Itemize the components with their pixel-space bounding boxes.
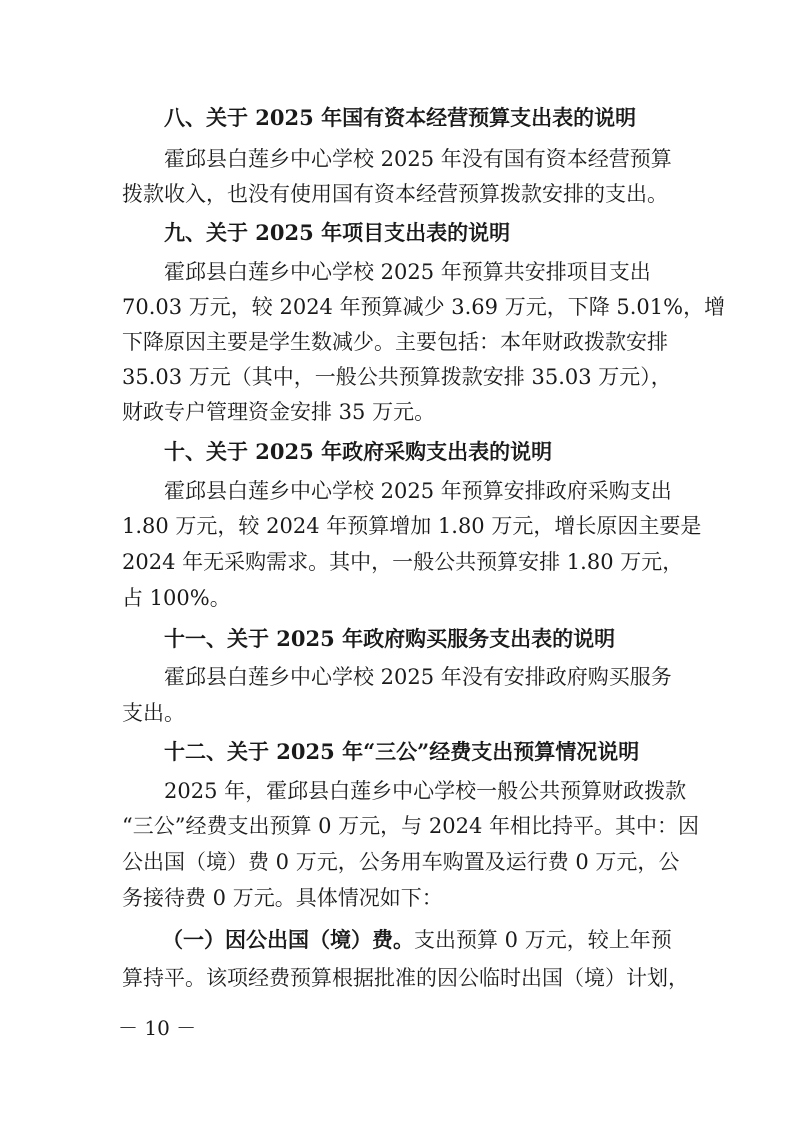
section-10-line-2: 1.80 万元，较 2024 年预算增加 1.80 万元，增长原因主要是 <box>122 514 702 538</box>
section-12-line-4: 务接待费 0 万元。具体情况如下： <box>122 886 443 910</box>
section-9-line-3: 下降原因主要是学生数减少。主要包括：本年财政拨款安排 <box>122 330 668 354</box>
section-9-line-1: 霍邱县白莲乡中心学校 2025 年预算共安排项目支出 <box>164 260 651 284</box>
subsection-1-title: （一）因公出国（境）费。 <box>162 927 414 952</box>
section-9-heading: 九、关于 2025 年项目支出表的说明 <box>164 220 511 245</box>
section-10-line-1: 霍邱县白莲乡中心学校 2025 年预算安排政府采购支出 <box>164 479 672 503</box>
section-12-heading: 十二、关于 2025 年“三公”经费支出预算情况说明 <box>164 739 640 764</box>
section-8-heading: 八、关于 2025 年国有资本经营预算支出表的说明 <box>164 105 637 130</box>
section-9-line-2: 70.03 万元，较 2024 年预算减少 3.69 万元，下降 5.01%，增 <box>122 295 726 319</box>
subsection-1-line-1 <box>162 926 672 954</box>
page-number: － 10 － <box>118 1016 197 1040</box>
section-11-heading: 十一、关于 2025 年政府购买服务支出表的说明 <box>164 626 616 651</box>
subsection-1-text: 支出预算 0 万元，较上年预 <box>414 928 672 952</box>
section-12-line-2: “三公”经费支出预算 0 万元，与 2024 年相比持平。其中：因 <box>122 814 699 838</box>
section-8-line-2: 拨款收入，也没有使用国有资本经营预算拨款安排的支出。 <box>122 182 668 206</box>
section-9-line-4: 35.03 万元（其中，一般公共预算拨款安排 35.03 万元）， <box>122 365 672 389</box>
section-10-line-3: 2024 年无采购需求。其中，一般公共预算安排 1.80 万元， <box>122 550 684 574</box>
section-10-heading: 十、关于 2025 年政府采购支出表的说明 <box>164 439 553 464</box>
section-8-line-1: 霍邱县白莲乡中心学校 2025 年没有国有资本经营预算 <box>164 147 672 171</box>
subsection-1-line-2: 算持平。该项经费预算根据批准的因公临时出国（境）计划， <box>122 966 689 990</box>
section-11-line-2: 支出。 <box>122 701 185 725</box>
section-9-line-5: 财政专户管理资金安排 35 万元。 <box>122 400 436 424</box>
section-12-line-3: 公出国（境）费 0 万元，公务用车购置及运行费 0 万元，公 <box>122 850 680 874</box>
section-12-line-1: 2025 年，霍邱县白莲乡中心学校一般公共预算财政拨款 <box>164 779 687 803</box>
section-10-line-4: 占 100%。 <box>122 586 231 610</box>
section-11-line-1: 霍邱县白莲乡中心学校 2025 年没有安排政府购买服务 <box>164 665 672 689</box>
